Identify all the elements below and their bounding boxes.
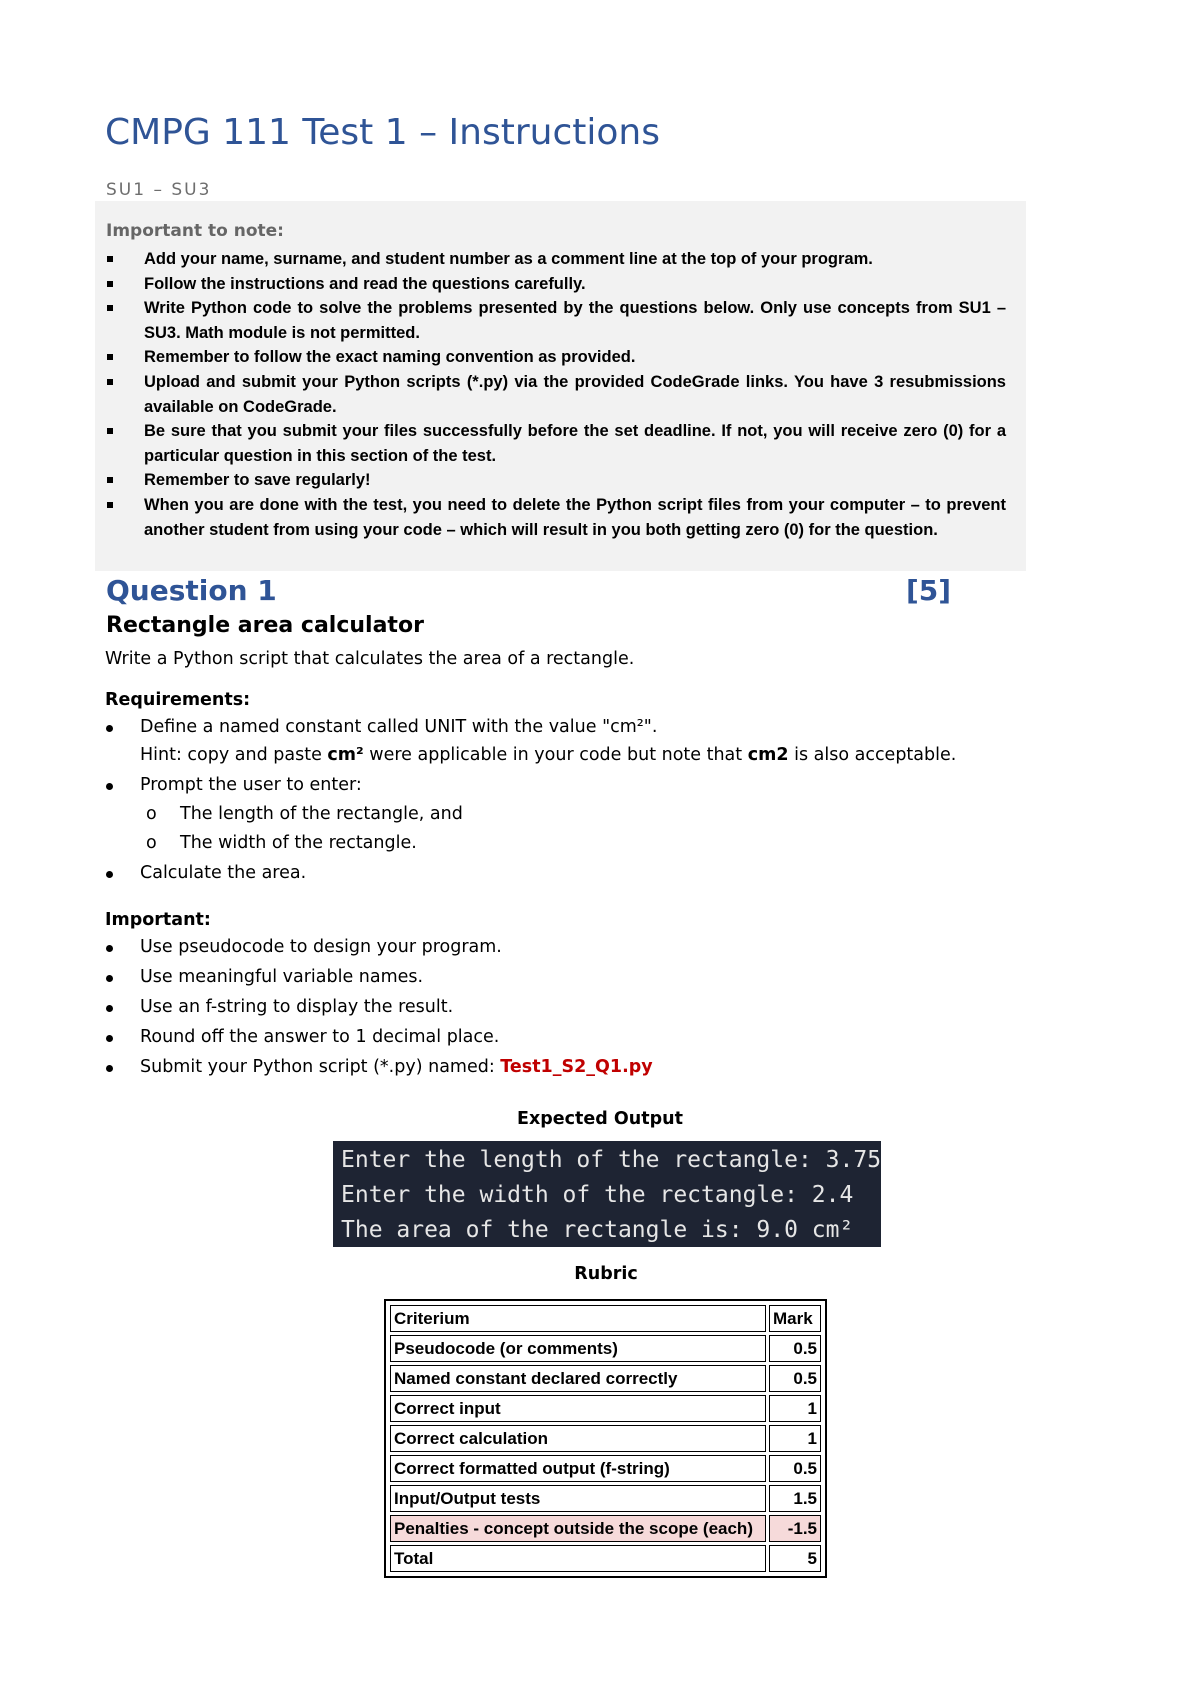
notes-heading: Important to note: [106, 221, 284, 241]
square-bullet-icon [107, 502, 113, 508]
console-line: Enter the width of the rectangle: 2.4 [341, 1182, 854, 1208]
rubric-mark: 0.5 [769, 1455, 821, 1482]
rubric-criterion: Input/Output tests [390, 1485, 766, 1512]
question-1-marks: [5] [906, 574, 952, 607]
rubric-mark: 5 [769, 1545, 821, 1572]
note-item: Remember to follow the exact naming convention as provided. [106, 345, 1006, 370]
rubric-criterion: Correct input [390, 1395, 766, 1422]
rubric-mark: 1 [769, 1425, 821, 1452]
circle-bullet-icon: o [146, 804, 157, 824]
rubric-header-row [390, 1305, 821, 1332]
note-item: Be sure that you submit your files successfully before the set deadline. If not, you will receive zero (0) for a particular question in this section of the test. [106, 419, 1006, 468]
square-bullet-icon [107, 256, 113, 262]
important-notes-box [95, 201, 1026, 571]
rubric-mark: 0.5 [769, 1365, 821, 1392]
page-subtitle: SU1 – SU3 [106, 180, 212, 200]
bullet-icon [106, 1035, 113, 1042]
square-bullet-icon [107, 354, 113, 360]
rubric-row [390, 1455, 821, 1482]
important-label: Important: [105, 910, 211, 930]
console-line: The area of the rectangle is: 9.0 cm² [341, 1217, 854, 1243]
rubric-criterion: Total [390, 1545, 766, 1572]
question-1-heading: Question 1 [106, 574, 277, 607]
note-item: Upload and submit your Python scripts (*.py) via the provided CodeGrade links. You have 3 resubmissions available on CodeGrade. [106, 370, 1006, 419]
rubric-mark: 0.5 [769, 1335, 821, 1362]
console-line: Enter the length of the rectangle: 3.75 [341, 1147, 882, 1173]
rubric-table [384, 1299, 827, 1578]
bullet-icon [106, 725, 113, 732]
note-item: Follow the instructions and read the questions carefully. [106, 272, 1006, 297]
rubric-header-cell: Criterium [390, 1305, 766, 1332]
bullet-icon [106, 783, 113, 790]
rubric-row [390, 1485, 821, 1512]
circle-bullet-icon: o [146, 833, 157, 853]
note-item: Write Python code to solve the problems presented by the questions below. Only use concepts from SU1 – SU3. Math module is not permitted. [106, 296, 1006, 345]
rubric-criterion: Correct calculation [390, 1425, 766, 1452]
square-bullet-icon [107, 477, 113, 483]
rubric-row [390, 1365, 821, 1392]
rubric-penalty-row [390, 1515, 821, 1542]
bullet-icon [106, 1065, 113, 1072]
bullet-icon [106, 871, 113, 878]
rubric-row [390, 1425, 821, 1452]
bullet-icon [106, 945, 113, 952]
rubric-criterion: Named constant declared correctly [390, 1365, 766, 1392]
document-page: CMPG 111 Test 1 – Instructions SU1 – SU3 Important to note: Add your name, surname, and student number as a comment line at the top of your program. Follow the instructions and read the questions carefully. Write Python code to solve the problems presented by the questions below. Only use concepts from SU1 – SU3. Math module is not permitted. Remember to follow the exact naming convention as provided. Upload and submit your Python scripts (*.py) via the provided CodeGrade links. You have 3 resubmissions available on CodeGrade. Be sure that you submit your files successfully before the set deadline. If not, you will receive zero (0) for a particular question in this section of the test. Remember to save regularly! When you are done with the test, you need to delete the Python script files from your computer – to prevent another student from using your code – which will result in you both getting zero (0) for the question. Question 1 [5] Rectangle area calculator Write a Python script that calculates the area of a rectangle. Requirements: Define a named constant called UNIT with the value "cm²". Hint: copy and paste cm² were applicable in your code but note that cm2 is also acceptable. Prompt the user to enter: o The length of the rectangle, and o The width of the rectangle. Calculate the area. Important: Use pseudocode to design your program. Use meaningful variable names. Use an f-string to display the result. Round off the answer to 1 decimal place. Submit your Python script (*.py) named: Test1_S2_Q1.py Expected Output Enter the length of the rectangle: 3.75 Enter the width of the rectangle: 2.4 The area of the rectangle is: 9.0 cm² Rubric Criterium Mark Pseudocode (or comments) 0.5 Named constant declared correctly 0.5 Correct input 1 Correct calculation 1 Correct formatted output (f-string) 0.5 Input/Output tests 1.5 Penalties - concept outside the scope (each) -1.5 Total 5 [0, 0, 1200, 1694]
note-item: When you are done with the test, you need to delete the Python script files from your computer – to prevent another student from using your code – which will result in you both getting zero (0) for the question. [106, 493, 1006, 542]
rubric-criterion: Correct formatted output (f-string) [390, 1455, 766, 1482]
rubric-criterion: Pseudocode (or comments) [390, 1335, 766, 1362]
hint-text: Hint: copy and paste cm² were applicable in your code but note that cm2 is also acceptable. [140, 745, 957, 765]
square-bullet-icon [107, 428, 113, 434]
rubric-criterion: Penalties - concept outside the scope (each) [390, 1515, 766, 1542]
bullet-icon [106, 975, 113, 982]
notes-list [106, 247, 1006, 542]
square-bullet-icon [107, 379, 113, 385]
rubric-mark: 1.5 [769, 1485, 821, 1512]
page-title: CMPG 111 Test 1 – Instructions [105, 112, 660, 153]
rubric-total-row [390, 1545, 821, 1572]
question-1-subtitle: Rectangle area calculator [106, 613, 424, 638]
rubric-row [390, 1335, 821, 1362]
note-item: Remember to save regularly! [106, 468, 1006, 493]
console-output [333, 1141, 881, 1247]
note-item: Add your name, surname, and student number as a comment line at the top of your program. [106, 247, 1006, 272]
rubric-label: Rubric [574, 1264, 638, 1284]
square-bullet-icon [107, 305, 113, 311]
square-bullet-icon [107, 281, 113, 287]
question-1-description: Write a Python script that calculates the area of a rectangle. [105, 649, 635, 669]
bullet-icon [106, 1005, 113, 1012]
expected-output-label: Expected Output [517, 1109, 683, 1129]
requirements-label: Requirements: [105, 690, 251, 710]
rubric-header-cell: Mark [769, 1305, 821, 1332]
rubric-mark: 1 [769, 1395, 821, 1422]
rubric-mark: -1.5 [769, 1515, 821, 1542]
script-filename: Test1_S2_Q1.py [500, 1057, 653, 1077]
rubric-row [390, 1395, 821, 1422]
